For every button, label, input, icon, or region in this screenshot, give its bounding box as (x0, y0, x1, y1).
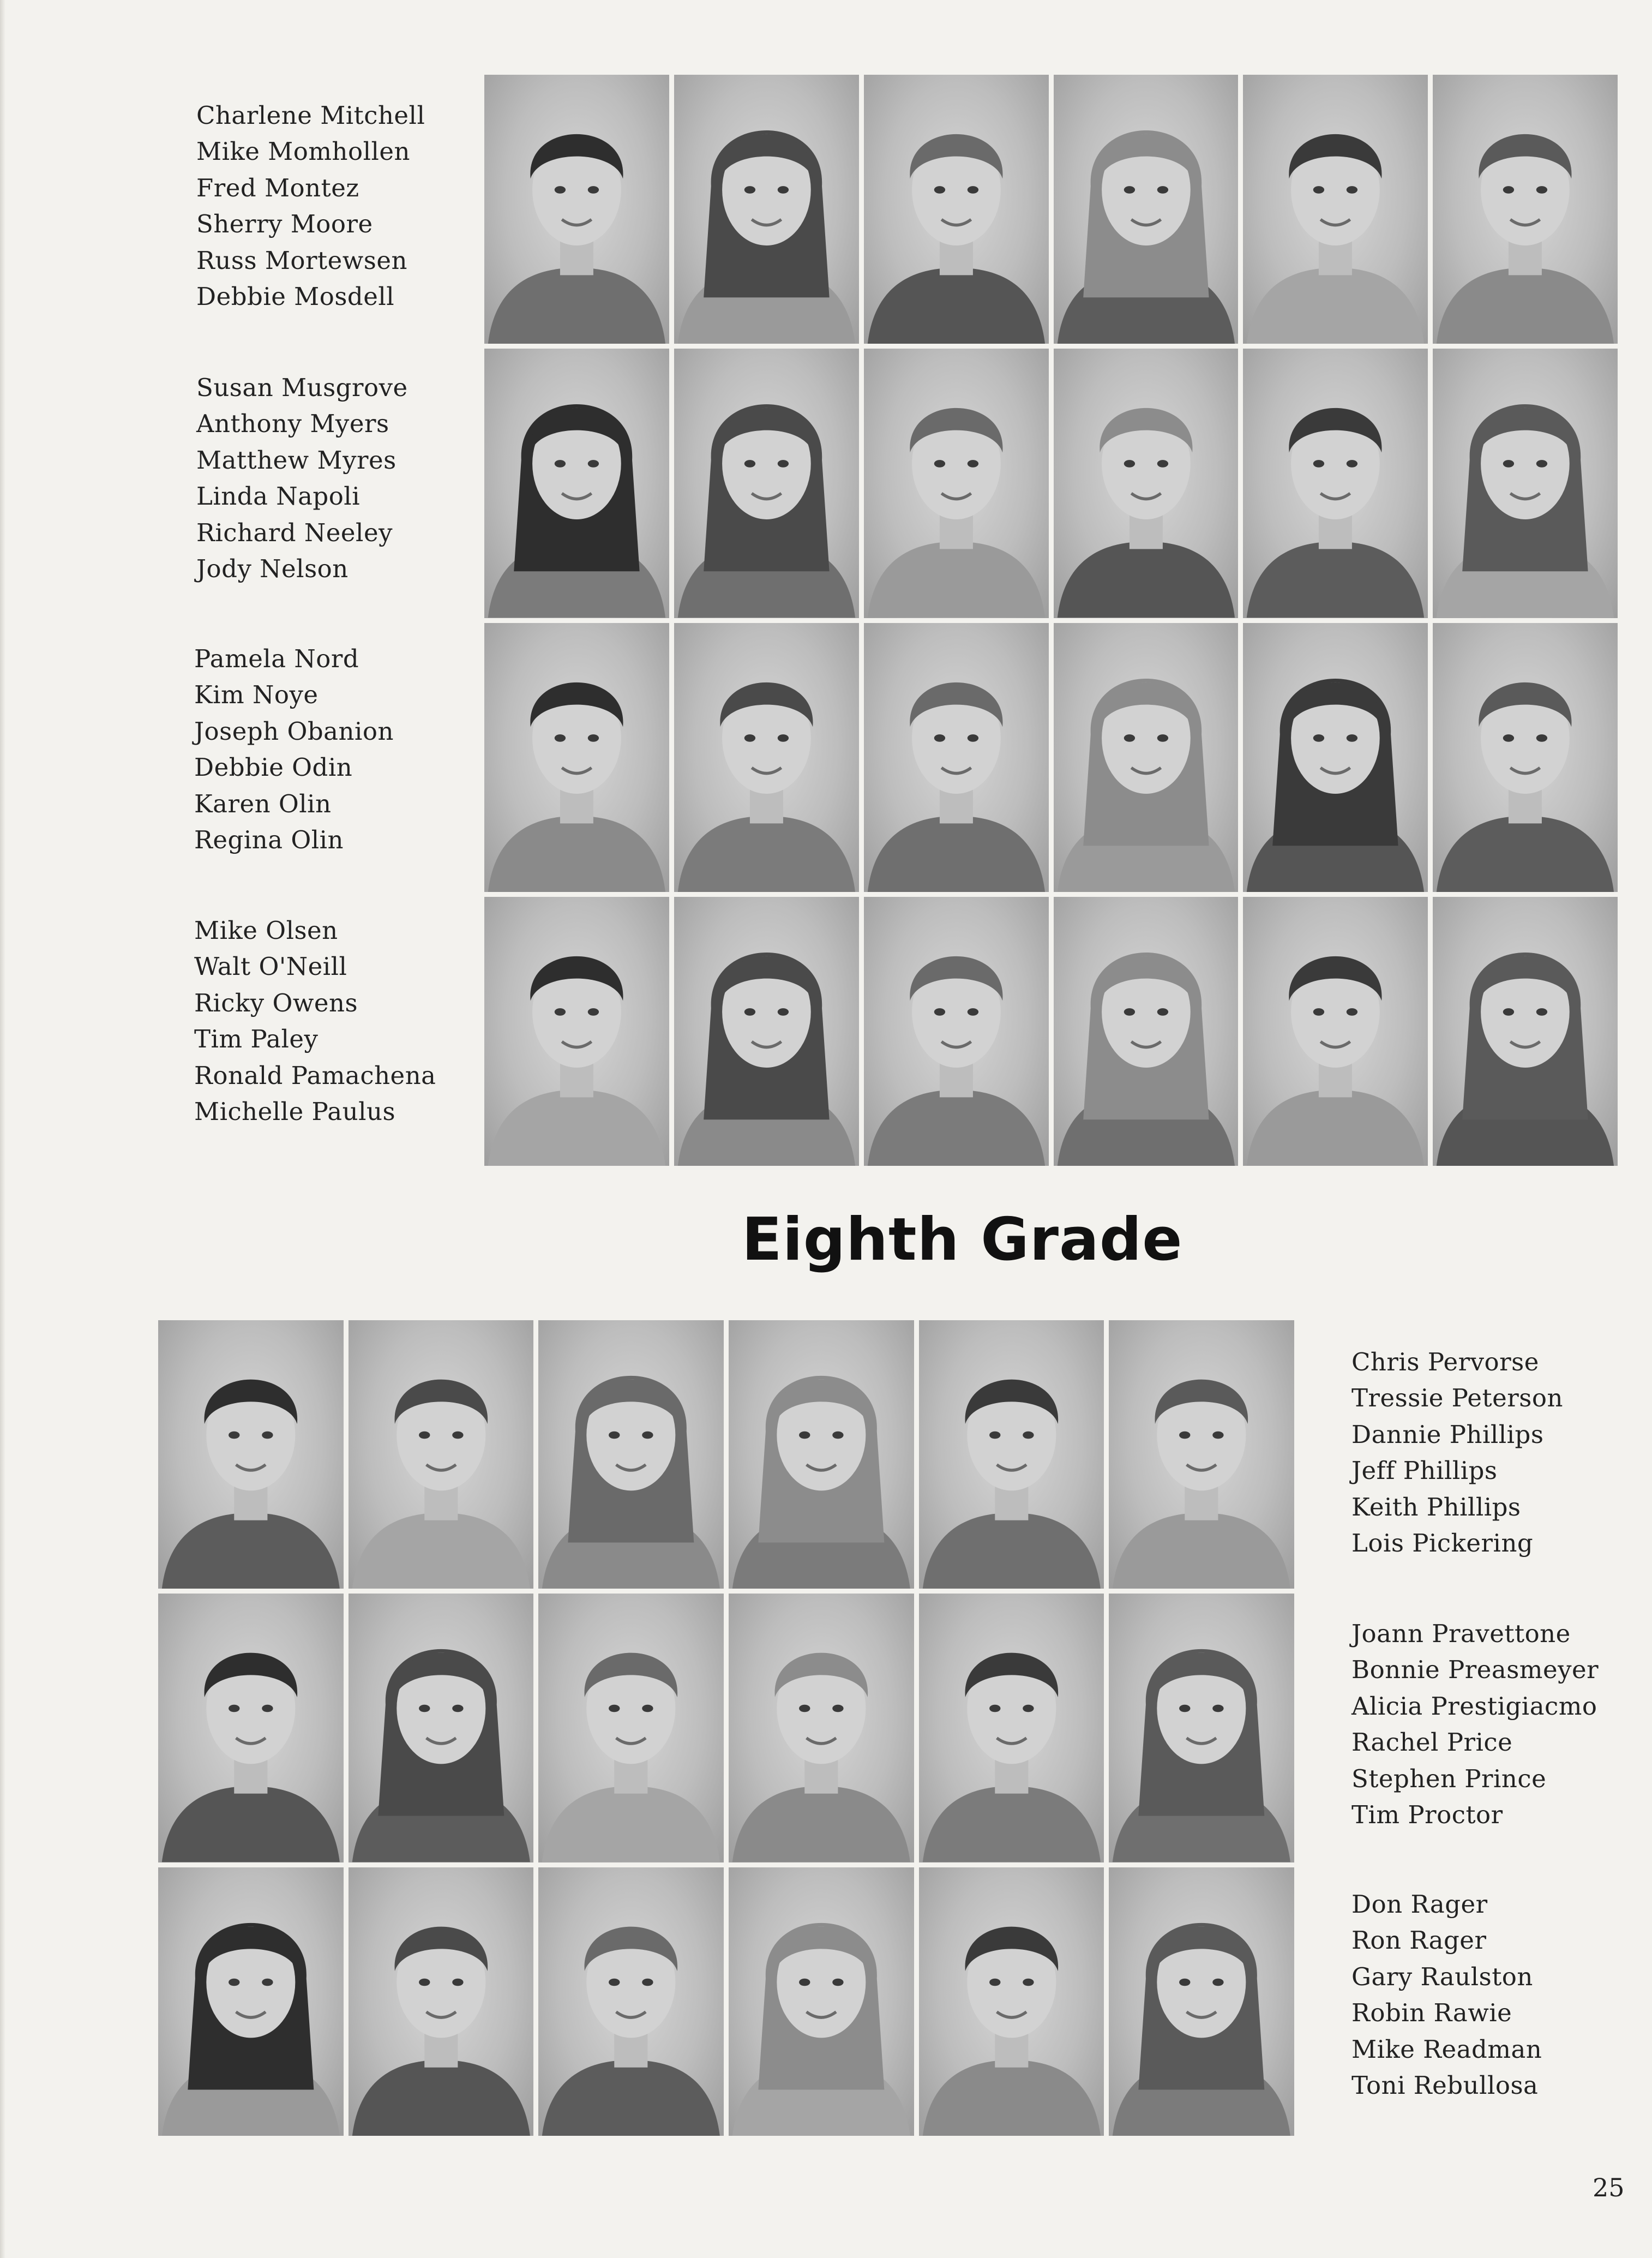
student-portrait (864, 75, 1049, 344)
student-portrait (864, 897, 1049, 1166)
left-eye (229, 1705, 239, 1712)
student-name: Toni Rebullosa (1351, 2071, 1539, 2100)
left-eye (1124, 460, 1134, 468)
student-portrait (1433, 623, 1618, 892)
student-name: Robin Rawie (1351, 1998, 1512, 2028)
shoulders (867, 268, 1044, 344)
right-eye (1347, 734, 1357, 742)
shoulders (678, 816, 855, 891)
left-eye (1124, 186, 1134, 194)
student-portrait (484, 623, 669, 892)
shoulders (352, 1513, 530, 1589)
left-eye (555, 460, 566, 468)
shoulders (1247, 542, 1424, 618)
right-eye (588, 734, 599, 742)
student-name: Dannie Phillips (1351, 1420, 1544, 1449)
student-name: Ricky Owens (194, 988, 358, 1017)
right-eye (1023, 1978, 1034, 1986)
right-eye (1157, 186, 1168, 194)
right-eye (1347, 186, 1357, 194)
name-list (1351, 1886, 1542, 2104)
right-eye (1023, 1705, 1034, 1712)
page-number: 25 (1593, 2173, 1625, 2202)
left-eye (555, 734, 566, 742)
portrait-silhouette (1243, 897, 1428, 1166)
left-eye (934, 460, 945, 468)
name-list (196, 370, 408, 587)
left-eye (229, 1978, 239, 1986)
shoulders (922, 1786, 1100, 1862)
left-eye (1503, 460, 1514, 468)
student-name: Don Rager (1351, 1890, 1488, 1919)
shoulders (488, 268, 665, 344)
shoulders (1057, 542, 1234, 618)
name-list (196, 98, 425, 315)
student-portrait (1243, 349, 1428, 618)
portrait-silhouette (919, 1594, 1104, 1862)
student-portrait (1109, 1594, 1294, 1862)
right-eye (832, 1978, 843, 1986)
student-name: Fred Montez (196, 173, 359, 202)
student-name: Linda Napoli (196, 482, 361, 511)
portrait-silhouette (349, 1867, 534, 2136)
portrait-silhouette (1109, 1594, 1294, 1862)
student-portrait (1054, 623, 1239, 892)
student-name: Joann Pravettone (1351, 1619, 1571, 1648)
right-eye (778, 1008, 789, 1016)
student-name: Tim Proctor (1351, 1800, 1503, 1830)
left-eye (744, 186, 755, 194)
student-portrait (484, 349, 669, 618)
student-portrait (1054, 349, 1239, 618)
portrait-silhouette (158, 1320, 344, 1589)
right-eye (1536, 734, 1547, 742)
student-name: Tressie Peterson (1351, 1383, 1563, 1413)
student-portrait (1433, 349, 1618, 618)
portrait-silhouette (864, 349, 1049, 618)
student-portrait (1109, 1867, 1294, 2136)
right-eye (262, 1432, 273, 1439)
right-eye (778, 734, 789, 742)
student-name: Ron Rager (1351, 1926, 1487, 1955)
shoulders (162, 1513, 340, 1589)
student-name: Walt O'Neill (194, 952, 347, 981)
portrait-silhouette (864, 75, 1049, 344)
left-eye (744, 1008, 755, 1016)
student-name: Mike Momhollen (196, 137, 410, 166)
left-eye (744, 460, 755, 468)
portrait-silhouette (484, 897, 669, 1166)
left-eye (1503, 186, 1514, 194)
portrait-silhouette (484, 349, 669, 618)
student-name: Anthony Myers (196, 409, 389, 439)
student-name: Karen Olin (194, 789, 332, 818)
portrait-silhouette (484, 623, 669, 892)
left-eye (934, 186, 945, 194)
right-eye (832, 1432, 843, 1439)
left-eye (989, 1978, 1000, 1986)
student-portrait (674, 349, 859, 618)
portrait-silhouette (538, 1594, 724, 1862)
shoulders (922, 1513, 1100, 1589)
student-name: Mike Olsen (194, 916, 338, 945)
portrait-silhouette (1109, 1867, 1294, 2136)
portrait-silhouette (1054, 623, 1239, 892)
right-eye (588, 1008, 599, 1016)
left-eye (1313, 460, 1324, 468)
student-name: Richard Neeley (196, 518, 393, 547)
left-eye (609, 1978, 620, 1986)
student-name: Charlene Mitchell (196, 101, 425, 130)
student-portrait (1243, 623, 1428, 892)
shoulders (542, 1786, 720, 1862)
right-eye (642, 1432, 653, 1439)
student-name: Russ Mortewsen (196, 245, 407, 275)
portrait-silhouette (158, 1867, 344, 2136)
portrait-silhouette (674, 897, 859, 1166)
right-eye (642, 1978, 653, 1986)
student-portrait (729, 1594, 914, 1862)
student-portrait (1243, 897, 1428, 1166)
left-eye (229, 1432, 239, 1439)
student-portrait (864, 349, 1049, 618)
left-eye (609, 1705, 620, 1712)
left-eye (1179, 1705, 1190, 1712)
left-eye (419, 1432, 430, 1439)
right-eye (832, 1705, 843, 1712)
student-portrait (729, 1320, 914, 1589)
right-eye (967, 186, 978, 194)
portrait-silhouette (1243, 349, 1428, 618)
student-name: Regina Olin (194, 825, 344, 855)
left-eye (799, 1705, 810, 1712)
shoulders (162, 1786, 340, 1862)
portrait-silhouette (538, 1867, 724, 2136)
left-eye (555, 1008, 566, 1016)
student-name: Susan Musgrove (196, 373, 408, 402)
right-eye (1157, 460, 1168, 468)
portrait-silhouette (674, 623, 859, 892)
left-eye (1503, 1008, 1514, 1016)
student-name: Chris Pervorse (1351, 1347, 1539, 1376)
portrait-silhouette (729, 1320, 914, 1589)
student-portrait (1109, 1320, 1294, 1589)
student-portrait (674, 623, 859, 892)
shoulders (922, 2060, 1100, 2136)
right-eye (967, 734, 978, 742)
left-eye (799, 1432, 810, 1439)
name-list (1351, 1616, 1599, 1833)
left-eye (419, 1705, 430, 1712)
student-portrait (919, 1320, 1104, 1589)
student-name: Keith Phillips (1351, 1492, 1521, 1522)
portrait-silhouette (349, 1594, 534, 1862)
left-eye (609, 1432, 620, 1439)
shoulders (1247, 268, 1424, 344)
portrait-silhouette (729, 1867, 914, 2136)
student-portrait (484, 897, 669, 1166)
portrait-silhouette (864, 897, 1049, 1166)
right-eye (967, 1008, 978, 1016)
student-name: Kim Noye (194, 680, 319, 710)
right-eye (262, 1705, 273, 1712)
right-eye (1213, 1705, 1224, 1712)
right-eye (1536, 1008, 1547, 1016)
left-eye (1313, 186, 1324, 194)
portrait-silhouette (158, 1594, 344, 1862)
right-eye (588, 460, 599, 468)
right-eye (452, 1978, 463, 1986)
student-name: Stephen Prince (1351, 1764, 1547, 1793)
right-eye (1347, 1008, 1357, 1016)
left-eye (1313, 1008, 1324, 1016)
bottom-photo-grid (158, 1320, 1294, 2136)
student-name: Matthew Myres (196, 445, 397, 475)
student-portrait (349, 1594, 534, 1862)
portrait-silhouette (349, 1320, 534, 1589)
student-portrait (1433, 897, 1618, 1166)
portrait-silhouette (1109, 1320, 1294, 1589)
shoulders (732, 1786, 910, 1862)
portrait-silhouette (484, 75, 669, 344)
student-name: Mike Readman (1351, 2034, 1542, 2064)
student-name: Lois Pickering (1351, 1529, 1534, 1558)
left-eye (989, 1432, 1000, 1439)
right-eye (1023, 1432, 1034, 1439)
right-eye (452, 1705, 463, 1712)
student-portrait (538, 1867, 724, 2136)
right-eye (1157, 734, 1168, 742)
shoulders (867, 1090, 1044, 1166)
right-eye (967, 460, 978, 468)
student-portrait (349, 1867, 534, 2136)
right-eye (1347, 460, 1357, 468)
right-eye (262, 1978, 273, 1986)
student-portrait (484, 75, 669, 344)
portrait-silhouette (1054, 75, 1239, 344)
right-eye (1157, 1008, 1168, 1016)
shoulders (1437, 816, 1614, 891)
student-portrait (1054, 75, 1239, 344)
right-eye (452, 1432, 463, 1439)
student-portrait (349, 1320, 534, 1589)
shoulders (542, 2060, 720, 2136)
left-eye (934, 1008, 945, 1016)
student-portrait (919, 1867, 1104, 2136)
student-portrait (538, 1320, 724, 1589)
shoulders (488, 1090, 665, 1166)
portrait-silhouette (1433, 75, 1618, 344)
student-name: Debbie Mosdell (196, 282, 395, 312)
portrait-silhouette (729, 1594, 914, 1862)
top-photo-grid (484, 75, 1618, 1166)
portrait-silhouette (919, 1320, 1104, 1589)
student-name: Gary Raulston (1351, 1962, 1533, 1991)
right-eye (778, 460, 789, 468)
left-eye (1124, 1008, 1134, 1016)
student-name: Joseph Obanion (194, 716, 394, 746)
shoulders (1247, 1090, 1424, 1166)
student-portrait (729, 1867, 914, 2136)
portrait-silhouette (1054, 349, 1239, 618)
student-name: Jody Nelson (196, 554, 349, 584)
portrait-silhouette (1433, 349, 1618, 618)
left-eye (744, 734, 755, 742)
student-portrait (919, 1594, 1104, 1862)
left-eye (419, 1978, 430, 1986)
right-eye (642, 1705, 653, 1712)
student-name: Tim Paley (194, 1025, 319, 1054)
student-portrait (864, 623, 1049, 892)
left-eye (1179, 1432, 1190, 1439)
portrait-silhouette (1054, 897, 1239, 1166)
right-eye (588, 186, 599, 194)
right-eye (1536, 460, 1547, 468)
left-eye (934, 734, 945, 742)
portrait-silhouette (864, 623, 1049, 892)
student-name: Ronald Pamachena (194, 1061, 436, 1090)
student-portrait (1433, 75, 1618, 344)
left-eye (1124, 734, 1134, 742)
student-portrait (674, 897, 859, 1166)
student-name: Bonnie Preasmeyer (1351, 1655, 1599, 1685)
student-name: Michelle Paulus (194, 1097, 396, 1127)
portrait-silhouette (538, 1320, 724, 1589)
student-name: Debbie Odin (194, 753, 353, 782)
name-list (1351, 1344, 1563, 1561)
portrait-silhouette (1243, 75, 1428, 344)
left-eye (555, 186, 566, 194)
left-eye (1503, 734, 1514, 742)
right-eye (1213, 1432, 1224, 1439)
student-portrait (158, 1320, 344, 1589)
student-portrait (158, 1867, 344, 2136)
right-eye (1536, 186, 1547, 194)
portrait-silhouette (674, 349, 859, 618)
name-list (194, 913, 436, 1130)
student-name: Alicia Prestigiacmo (1351, 1691, 1597, 1721)
left-eye (989, 1705, 1000, 1712)
student-name: Rachel Price (1351, 1728, 1513, 1757)
left-eye (1313, 734, 1324, 742)
page-edge-shadow (0, 0, 5, 2258)
student-portrait (674, 75, 859, 344)
shoulders (1437, 268, 1614, 344)
student-portrait (1243, 75, 1428, 344)
shoulders (1113, 1513, 1290, 1589)
portrait-silhouette (1243, 623, 1428, 892)
left-eye (799, 1978, 810, 1986)
shoulders (352, 2060, 530, 2136)
portrait-silhouette (1433, 897, 1618, 1166)
student-portrait (1054, 897, 1239, 1166)
shoulders (488, 816, 665, 891)
right-eye (1213, 1978, 1224, 1986)
student-name: Sherry Moore (196, 209, 373, 239)
portrait-silhouette (919, 1867, 1104, 2136)
student-name: Pamela Nord (194, 644, 359, 673)
student-portrait (538, 1594, 724, 1862)
student-name: Jeff Phillips (1351, 1456, 1498, 1486)
right-eye (778, 186, 789, 194)
shoulders (867, 542, 1044, 618)
name-list (194, 641, 394, 858)
shoulders (867, 816, 1044, 891)
left-eye (1179, 1978, 1190, 1986)
section-title: Eighth Grade (742, 1206, 1183, 1274)
portrait-silhouette (1433, 623, 1618, 892)
student-portrait (158, 1594, 344, 1862)
portrait-silhouette (674, 75, 859, 344)
